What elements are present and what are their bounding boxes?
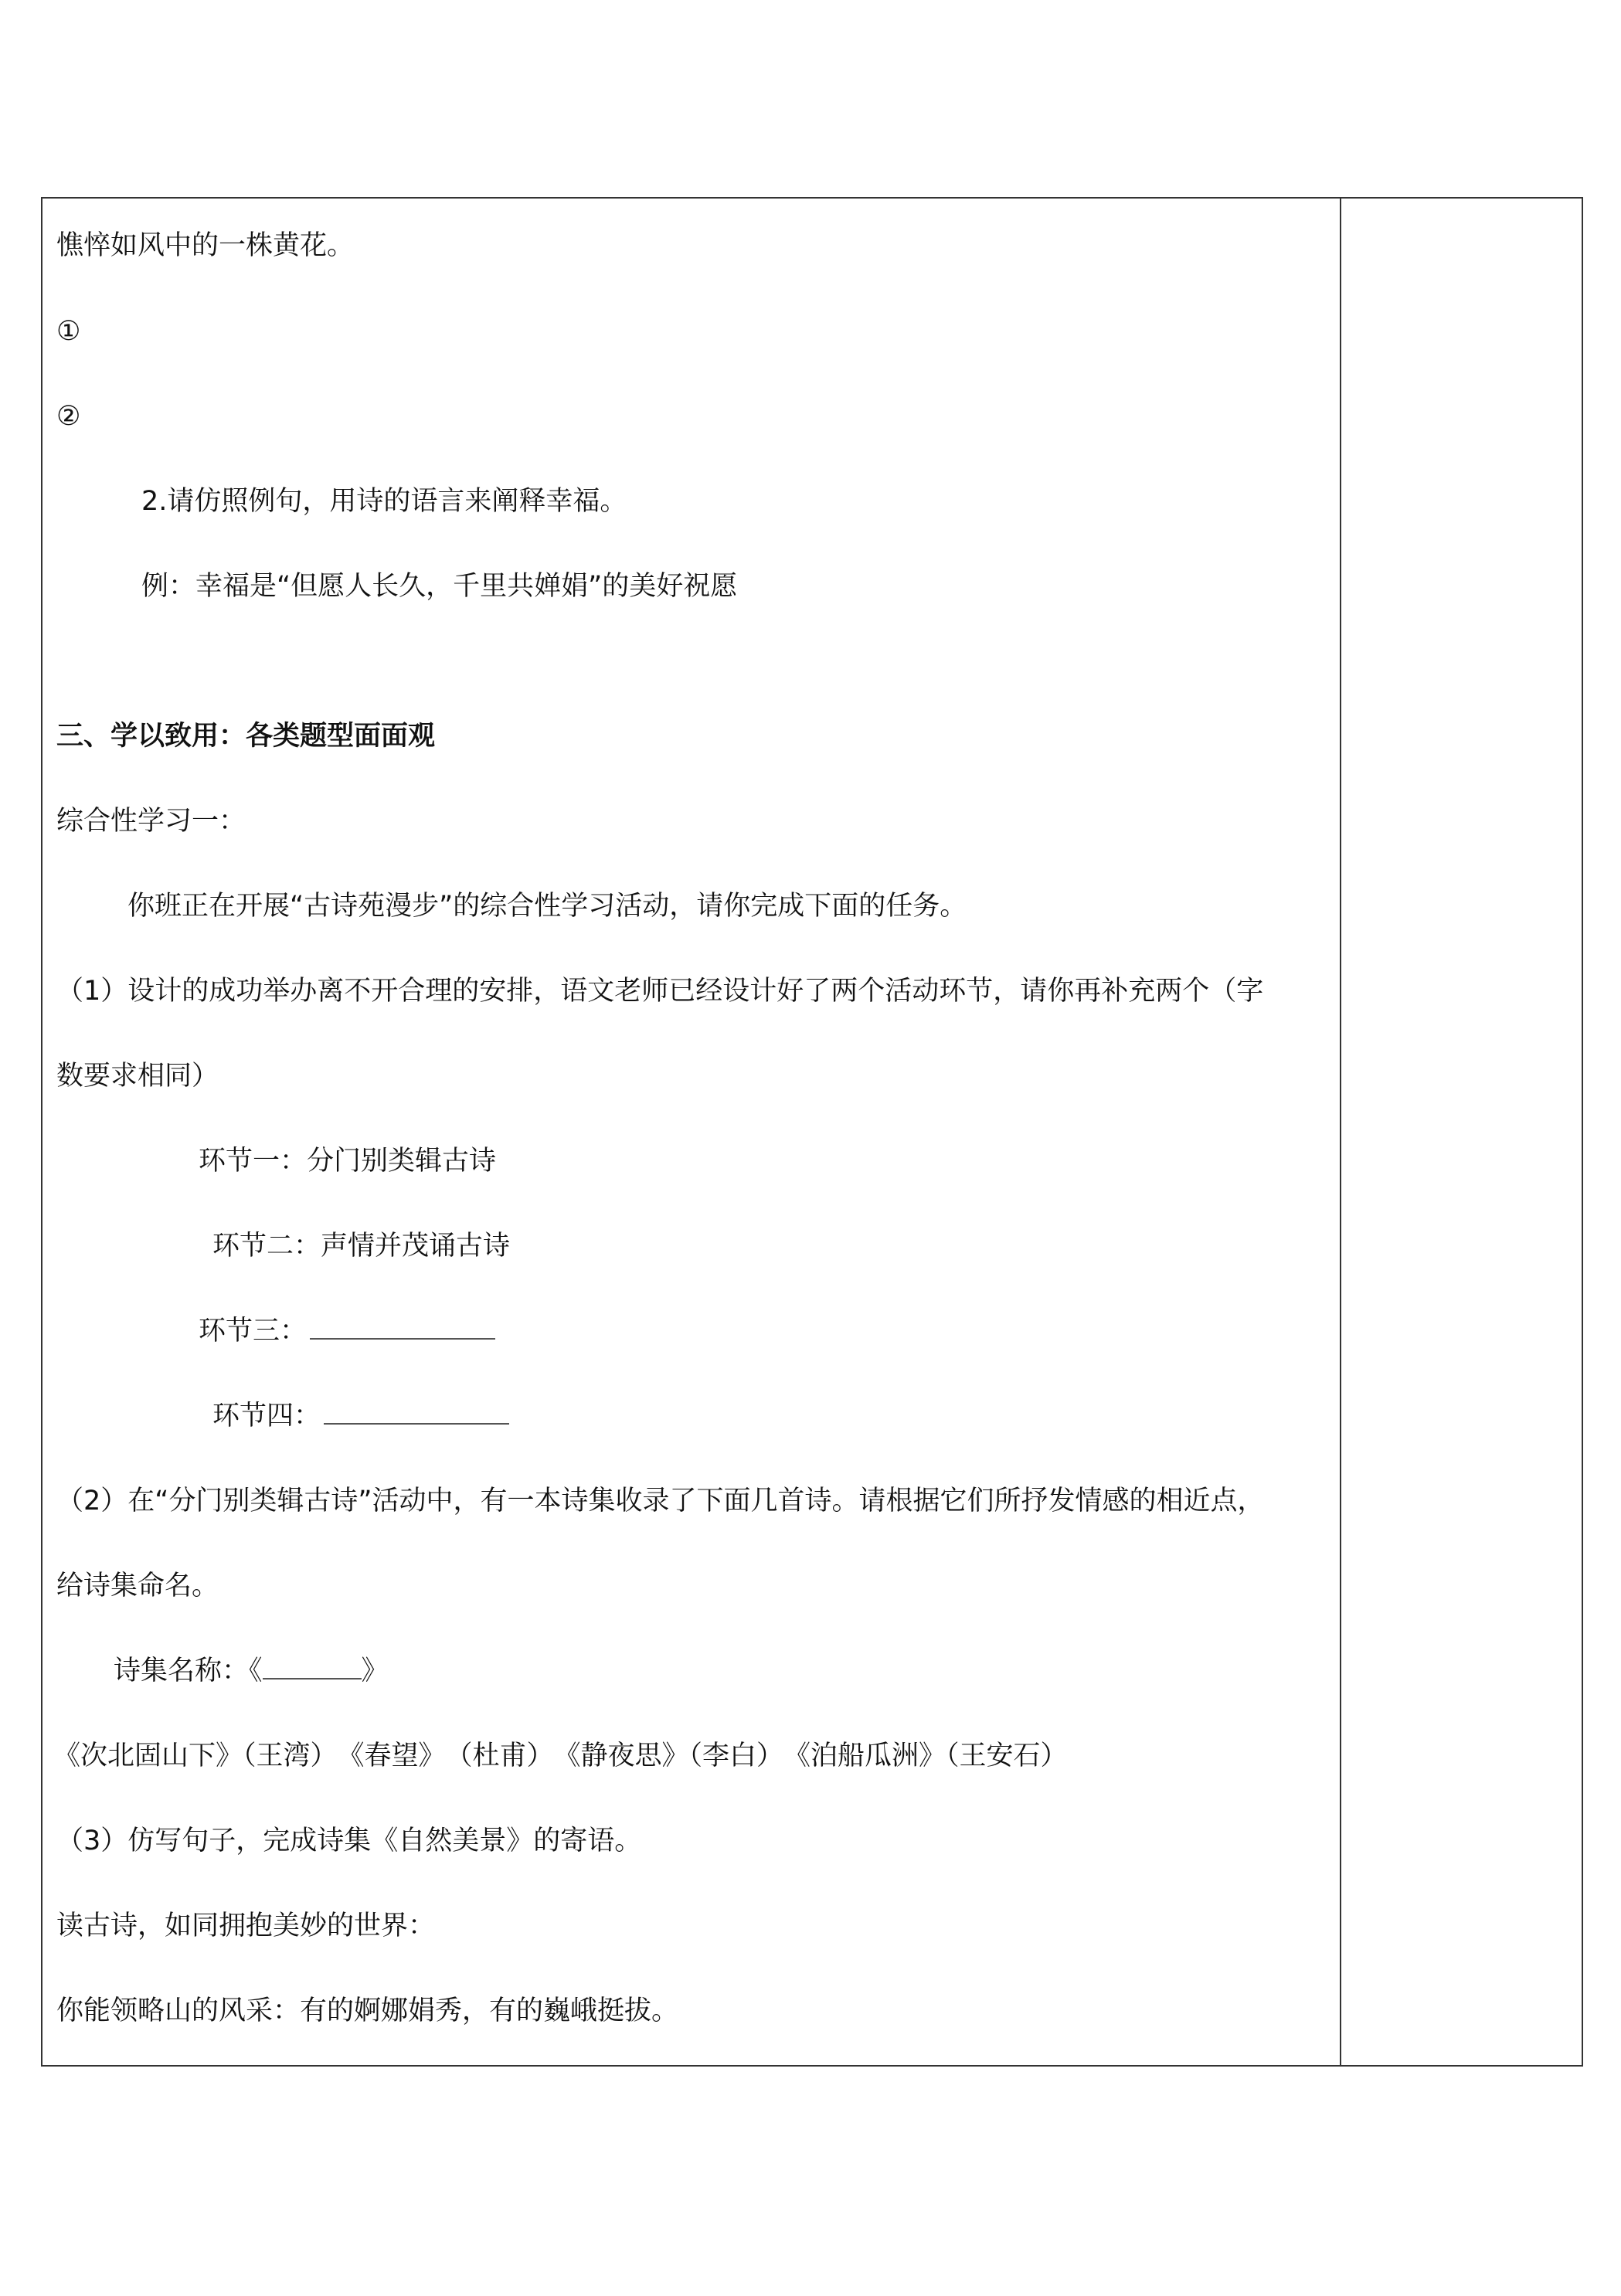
question-1-line-1: （1）设计的成功举办离不开合理的安排，语文老师已经设计好了两个活动环节，请你再补充两个（字 <box>56 976 1264 1007</box>
content-table <box>41 197 1583 2067</box>
intro-text: 你班正在开展“古诗苑漫步”的综合性学习活动，请你完成下面的任务。 <box>127 891 967 922</box>
side-column <box>1341 199 1582 2065</box>
reading-line: 读古诗，如同拥抱美妙的世界： <box>56 1911 436 1941</box>
anthology-title <box>114 1652 389 1690</box>
segment-3 <box>199 1313 495 1350</box>
anthology-title-blank[interactable] <box>263 1658 362 1680</box>
segment-4-blank[interactable] <box>324 1403 509 1425</box>
segment-1: 环节一：分门别类辑古诗 <box>199 1146 497 1177</box>
segment-3-label: 环节三： <box>199 1316 308 1347</box>
text-line: 憔悴如风中的一株黄花。 <box>56 230 355 261</box>
question-3: （3）仿写句子，完成诗集《自然美景》的寄语。 <box>56 1826 642 1856</box>
segment-4 <box>212 1398 509 1435</box>
segment-3-blank[interactable] <box>310 1318 495 1340</box>
section-heading: 三、学以致用：各类题型面面观 <box>56 721 436 752</box>
anthology-title-suffix: 》 <box>361 1656 389 1686</box>
segment-4-label: 环节四： <box>212 1401 321 1432</box>
subsection-title: 综合性学习一： <box>56 806 246 837</box>
example-sentence: 例：幸福是“但愿人长久，千里共婵娟”的美好祝愿 <box>141 571 738 602</box>
segment-2: 环节二：声情并茂诵古诗 <box>212 1231 511 1262</box>
anthology-title-prefix: 诗集名称：《 <box>114 1656 263 1686</box>
blank-answer-2: ② <box>56 401 81 432</box>
question-2-line-2: 给诗集命名。 <box>56 1571 219 1601</box>
final-line: 你能领略山的风采：有的婀娜娟秀，有的巍峨挺拔。 <box>56 1995 679 2026</box>
question-1-line-2: 数要求相同） <box>56 1061 219 1092</box>
question-2-line-1: （2）在“分门别类辑古诗”活动中，有一本诗集收录了下面几首诗。请根据它们所抒发情感的相近点， <box>56 1486 1265 1517</box>
blank-answer-1: ① <box>56 316 81 347</box>
poem-list: 《次北固山下》（王湾） 《春望》 （杜甫） 《静夜思》（李白） 《泊船瓜洲》（王安石） <box>53 1741 1068 1771</box>
question-2: 2.请仿照例句，用诗的语言来阐释幸福。 <box>141 486 627 517</box>
